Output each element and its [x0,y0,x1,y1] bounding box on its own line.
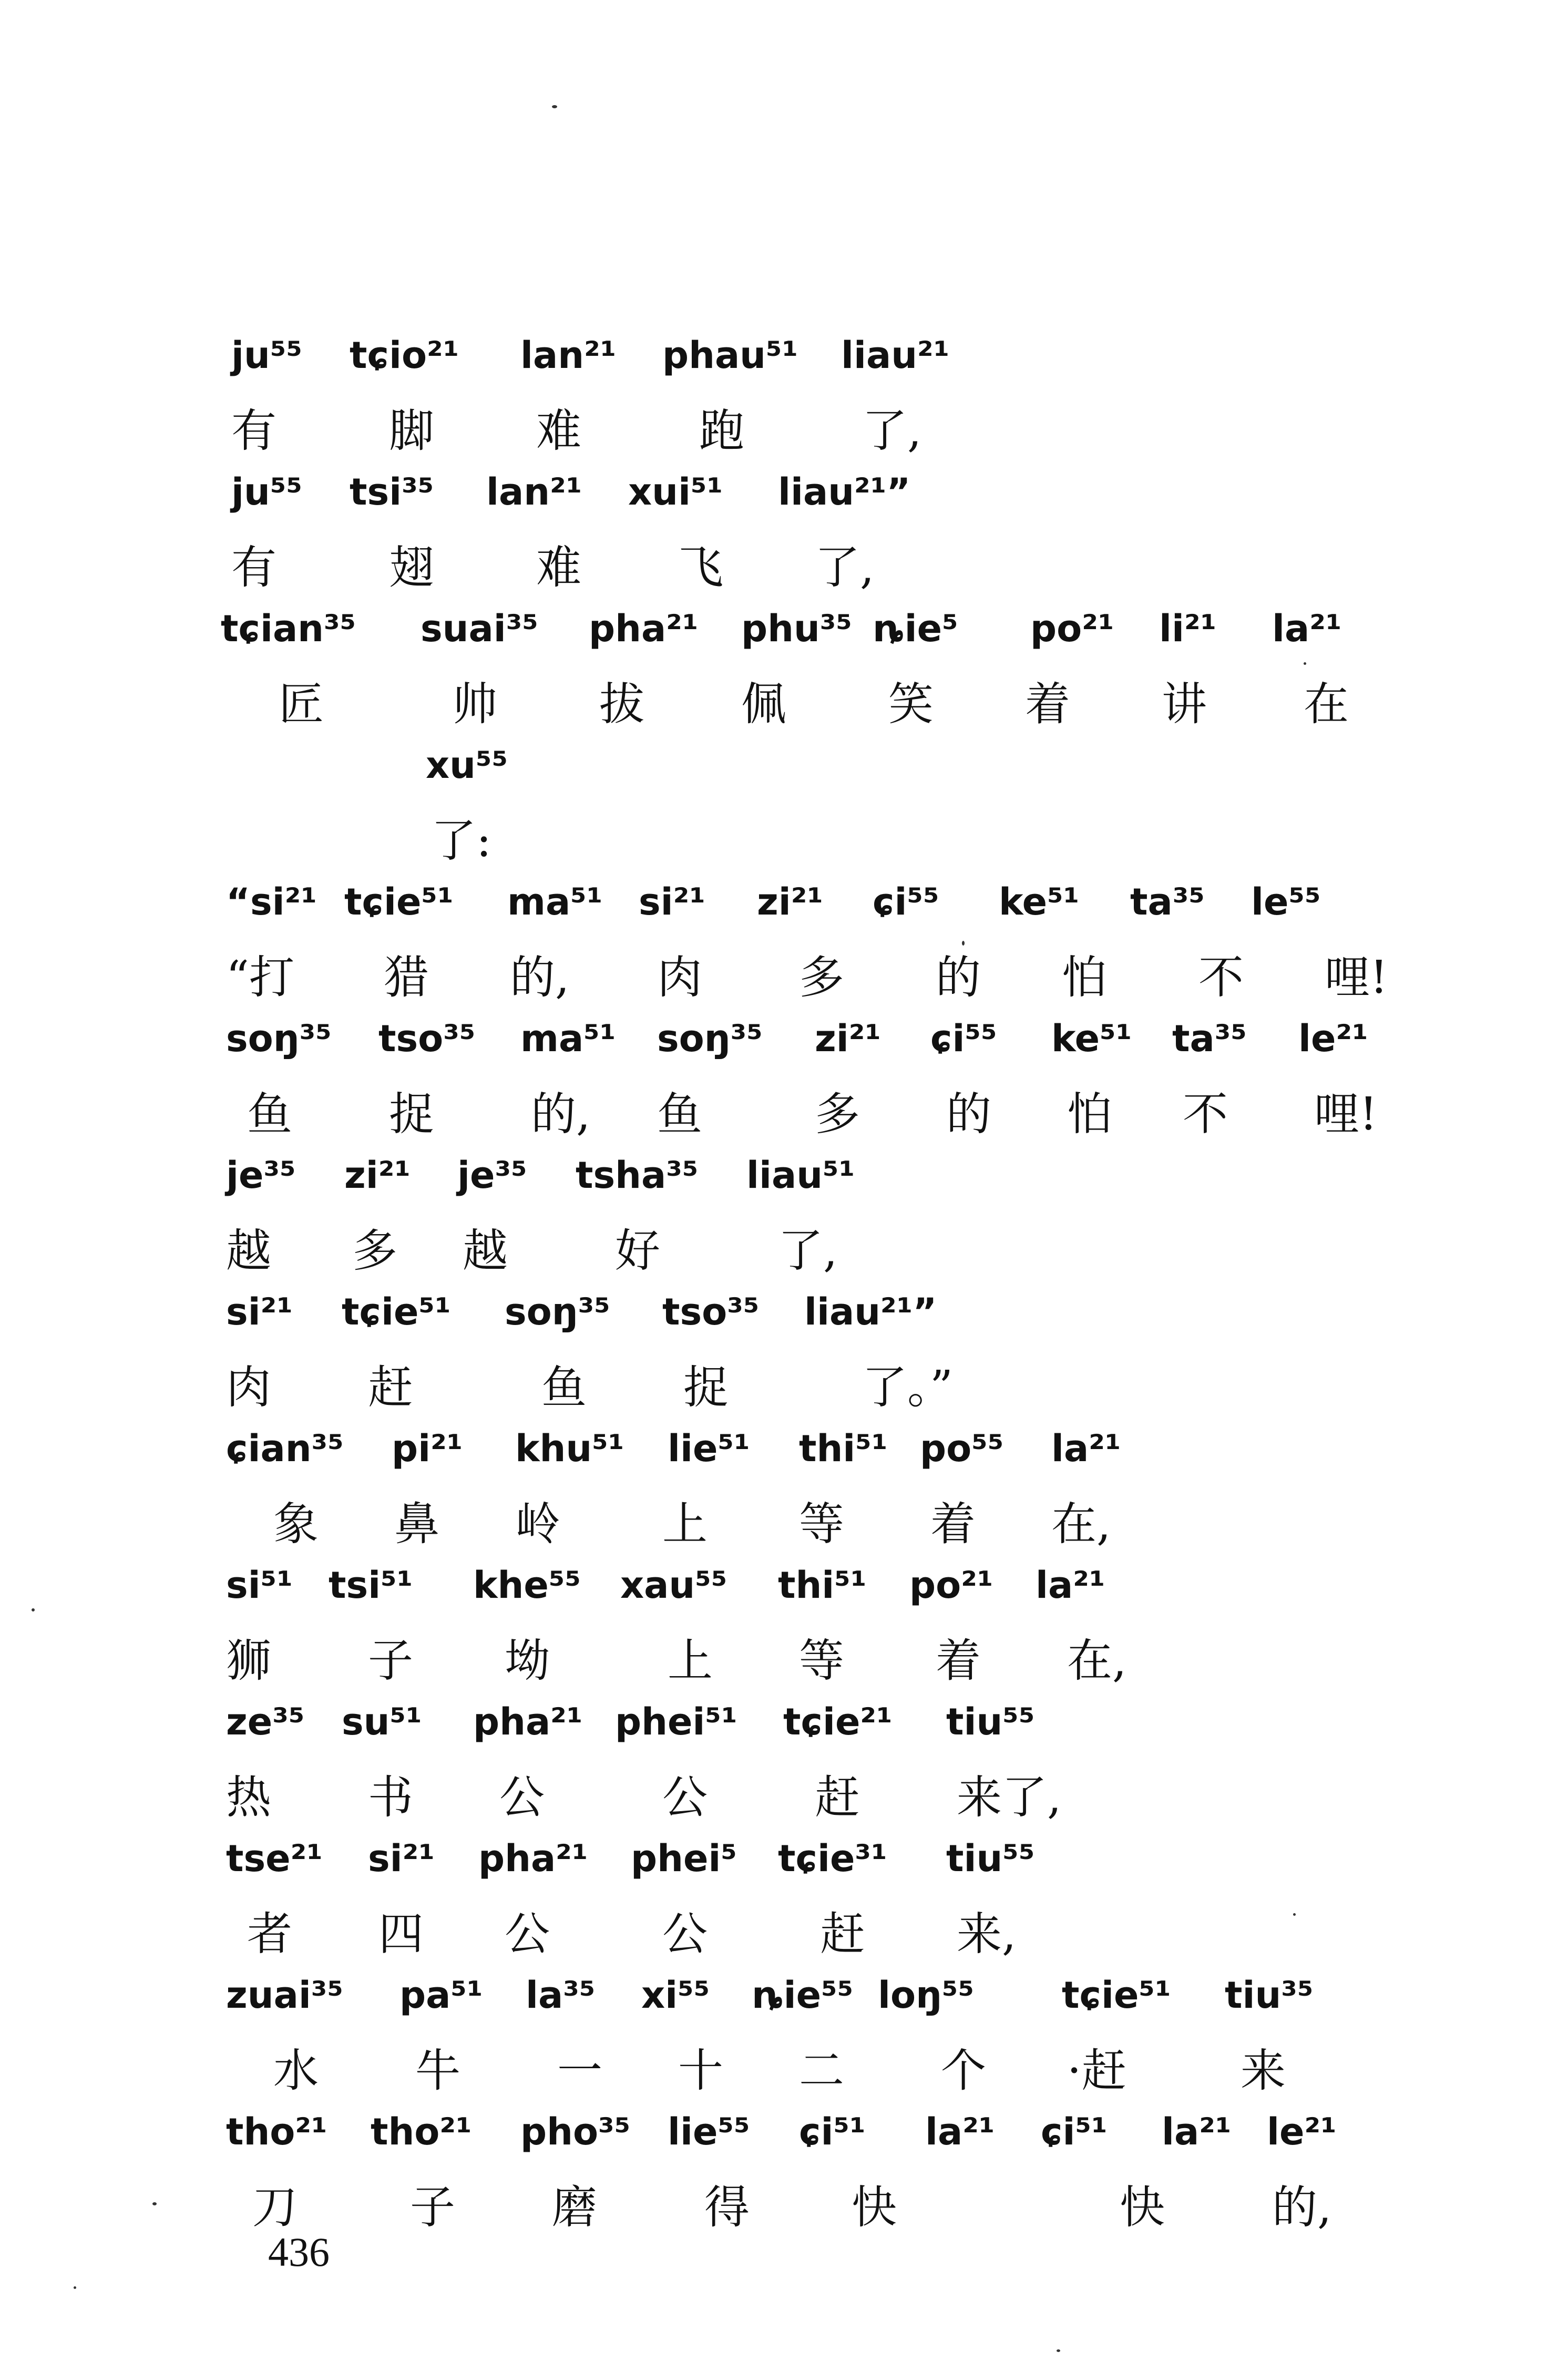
chinese-character: 跑 [699,405,744,457]
romanized-syllable: ke⁵¹ [999,880,1080,923]
romanized-syllable: si²¹ [639,880,705,923]
chinese-character: 公 [499,1771,545,1824]
chinese-character: 热 [226,1771,271,1824]
chinese-character: 四 [378,1908,424,1960]
romanized-syllable: zi²¹ [344,1154,411,1197]
romanized-syllable: la²¹ [1272,607,1342,650]
romanized-syllable: loŋ⁵⁵ [878,1974,975,2017]
romanized-syllable: soŋ³⁵ [226,1017,332,1060]
chinese-line [0,657,1568,736]
romanized-syllable: po²¹ [1030,607,1114,650]
romanized-syllable: pha²¹ [478,1837,588,1880]
chinese-character: 子 [368,1635,413,1687]
chinese-character: 得 [704,2181,750,2234]
romanized-syllable: tɕian³⁵ [221,607,356,650]
chinese-character: 肉 [657,951,702,1004]
chinese-character: 了。” [862,1361,953,1414]
romanized-syllable: lie⁵¹ [668,1427,750,1470]
romanized-syllable: zuai³⁵ [226,1974,344,2017]
chinese-character: 多 [815,1088,860,1141]
chinese-character: 上 [668,1635,713,1687]
chinese-character: 鱼 [657,1088,702,1141]
romanized-syllable: tso³⁵ [662,1290,760,1333]
chinese-character: 的, [531,1088,591,1141]
chinese-character: 佩 [741,678,786,731]
chinese-character: 者 [247,1908,292,1960]
chinese-character: 了, [862,405,922,457]
romanized-syllable: tho²¹ [226,2110,327,2153]
romanized-syllable: liau²¹ [841,334,950,377]
print-speck [552,105,557,108]
chinese-character: 越 [463,1225,508,1277]
romanized-syllable: phu³⁵ [741,607,853,650]
chinese-character: 难 [536,541,581,594]
chinese-line [0,1477,1568,1556]
chinese-character: 子 [410,2181,455,2234]
romanized-syllable: si²¹ [226,1290,293,1333]
romanized-syllable: liau²¹” [778,470,911,514]
print-speck [962,941,965,946]
romanization-line [0,1409,1568,1487]
romanized-syllable: khu⁵¹ [515,1427,624,1470]
chinese-character: 有 [231,405,276,457]
romanized-syllable: tiu⁵⁵ [946,1700,1035,1743]
chinese-character: 岭 [515,1498,560,1550]
romanized-syllable: tso³⁵ [378,1017,476,1060]
chinese-character: 的 [946,1088,991,1141]
romanized-syllable: je³⁵ [457,1154,527,1197]
romanized-syllable: soŋ³⁵ [505,1290,610,1333]
chinese-character: 多 [352,1225,397,1277]
romanized-syllable: liau⁵¹ [746,1154,855,1197]
romanized-syllable: xui⁵¹ [628,470,723,514]
chinese-character: 在 [1304,678,1349,731]
romanized-syllable: thi⁵¹ [799,1427,888,1470]
chinese-character: 着 [1025,678,1070,731]
romanized-syllable: ta³⁵ [1130,880,1205,923]
chinese-line [0,1340,1568,1419]
romanized-syllable: la²¹ [1051,1427,1121,1470]
chinese-line [0,1887,1568,1966]
romanized-syllable: ɕi⁵⁵ [873,880,939,923]
chinese-character: 快 [1120,2181,1165,2234]
romanized-syllable: tiu⁵⁵ [946,1837,1035,1880]
romanized-syllable: tɕie²¹ [783,1700,893,1743]
chinese-character: 快 [852,2181,897,2234]
romanized-syllable: phau⁵¹ [662,334,798,377]
chinese-character: 讲 [1162,678,1207,731]
romanized-syllable: le²¹ [1267,2110,1337,2153]
romanization-line [0,452,1568,531]
romanized-syllable: ke⁵¹ [1051,1017,1132,1060]
print-speck [1304,662,1306,665]
chinese-character: 着 [936,1635,981,1687]
chinese-character: 赶 [815,1771,860,1824]
romanized-syllable: xi⁵⁵ [641,1974,710,2017]
romanized-syllable: la²¹ [1162,2110,1232,2153]
print-speck [74,2286,76,2289]
chinese-character: 哩! [1325,951,1388,1004]
romanized-syllable: ȵie⁵⁵ [752,1974,854,2017]
chinese-character: 了, [778,1225,838,1277]
chinese-character: 多 [799,951,844,1004]
chinese-character: 牛 [415,2045,460,2097]
chinese-character: 脚 [389,405,434,457]
romanized-syllable: tɕio²¹ [350,334,459,377]
romanized-syllable: ta³⁵ [1172,1017,1247,1060]
chinese-character: 来 [1241,2045,1286,2097]
romanized-syllable: le⁵⁵ [1251,880,1321,923]
romanized-syllable: xau⁵⁵ [620,1564,727,1607]
romanization-line [0,1682,1568,1761]
chinese-character: 帅 [452,678,497,731]
chinese-line [0,1614,1568,1692]
romanized-syllable: xu⁵⁵ [426,744,508,787]
chinese-character: 匠 [279,678,324,731]
chinese-character: 磨 [552,2181,597,2234]
chinese-character: 二 [799,2045,844,2097]
romanized-syllable: lan²¹ [520,334,617,377]
romanized-syllable: phei⁵¹ [615,1700,737,1743]
chinese-character: 在, [1067,1635,1127,1687]
romanization-line [0,315,1568,394]
chinese-character: 在, [1051,1498,1111,1550]
romanized-syllable: pho³⁵ [520,2110,631,2153]
romanized-syllable: la³⁵ [526,1974,596,2017]
romanized-syllable: la²¹ [925,2110,995,2153]
chinese-character: 公 [662,1771,708,1824]
romanized-syllable: si⁵¹ [226,1564,293,1607]
romanized-syllable: ju⁵⁵ [231,470,303,514]
romanized-syllable: pha²¹ [473,1700,583,1743]
chinese-character: 难 [536,405,581,457]
romanized-syllable: ɕi⁵¹ [1041,2110,1108,2153]
romanized-syllable: li²¹ [1159,607,1217,650]
chinese-character: 越 [226,1225,271,1277]
chinese-character: 水 [273,2045,319,2097]
chinese-character: 不 [1183,1088,1228,1141]
romanized-syllable: ɕi⁵⁵ [930,1017,997,1060]
romanized-syllable: “si²¹ [226,880,317,923]
chinese-character: 的, [510,951,570,1004]
chinese-character: 怕 [1067,1088,1112,1141]
romanized-syllable: le²¹ [1298,1017,1368,1060]
chinese-character: 来, [957,1908,1017,1960]
chinese-character: 刀 [252,2181,298,2234]
chinese-line [0,2024,1568,2102]
romanized-syllable: tsha³⁵ [576,1154,699,1197]
romanized-syllable: ma⁵¹ [520,1017,616,1060]
romanized-syllable: pi²¹ [392,1427,463,1470]
chinese-character: 鱼 [541,1361,587,1414]
chinese-character: 着 [930,1498,976,1550]
chinese-character: 捉 [683,1361,729,1414]
romanization-line [0,862,1568,941]
romanized-syllable: liau²¹” [804,1290,937,1333]
print-speck [152,2202,157,2205]
chinese-character: 来了, [957,1771,1062,1824]
chinese-character: 的, [1272,2181,1332,2234]
romanization-line [0,589,1568,668]
chinese-character: 了, [815,541,875,594]
romanized-syllable: zi²¹ [757,880,824,923]
chinese-character: 个 [941,2045,986,2097]
romanization-line [0,999,1568,1077]
romanized-syllable: pa⁵¹ [399,1974,483,2017]
chinese-character: 十 [678,2045,723,2097]
romanized-syllable: po²¹ [909,1564,993,1607]
romanized-syllable: tɕie⁵¹ [344,880,454,923]
romanized-syllable: ze³⁵ [226,1700,305,1743]
chinese-character: 捉 [389,1088,434,1141]
romanized-syllable: tse²¹ [226,1837,323,1880]
chinese-character: 赶 [820,1908,865,1960]
romanized-syllable: ȵie⁵ [873,607,958,650]
chinese-character: 坳 [505,1635,550,1687]
chinese-character: 书 [368,1771,413,1824]
romanized-syllable: tiu³⁵ [1225,1974,1314,2017]
romanized-syllable: lan²¹ [486,470,582,514]
romanized-syllable: tɕie⁵¹ [342,1290,451,1333]
romanized-syllable: ma⁵¹ [507,880,603,923]
chinese-line [0,930,1568,1009]
romanized-syllable: po⁵⁵ [920,1427,1004,1470]
romanized-syllable: tho²¹ [371,2110,472,2153]
chinese-line [0,1067,1568,1146]
romanized-syllable: su⁵¹ [342,1700,422,1743]
romanized-syllable: ju⁵⁵ [231,334,303,377]
romanized-syllable: lie⁵⁵ [668,2110,750,2153]
chinese-line [0,384,1568,463]
chinese-character: 哩! [1314,1088,1378,1141]
romanization-line [0,2092,1568,2171]
romanized-syllable: je³⁵ [226,1154,296,1197]
chinese-character: 笑 [888,678,934,731]
print-speck [1057,2349,1060,2352]
romanized-syllable: la²¹ [1036,1564,1105,1607]
romanized-syllable: soŋ³⁵ [657,1017,763,1060]
romanized-syllable: zi²¹ [815,1017,882,1060]
chinese-character: 等 [799,1498,844,1550]
chinese-line [0,520,1568,599]
chinese-character: 鱼 [247,1088,292,1141]
chinese-character: 有 [231,541,276,594]
romanization-line [0,1819,1568,1897]
romanization-line [0,1135,1568,1214]
chinese-character: 好 [615,1225,660,1277]
chinese-character: 狮 [226,1635,271,1687]
chinese-character: “打 [226,951,294,1004]
romanized-syllable: si²¹ [368,1837,435,1880]
chinese-character: 了: [431,815,491,867]
romanized-syllable: khe⁵⁵ [473,1564,581,1607]
chinese-character: 公 [505,1908,550,1960]
print-speck [32,1608,35,1611]
chinese-character: 怕 [1062,951,1107,1004]
chinese-line [0,1750,1568,1829]
chinese-character: 的 [936,951,981,1004]
chinese-line [0,794,1568,872]
chinese-character: 翅 [389,541,434,594]
chinese-character: 等 [799,1635,844,1687]
chinese-character: 鼻 [394,1498,439,1550]
chinese-character: 不 [1198,951,1244,1004]
page-number: 436 [268,2229,330,2275]
chinese-character: ·赶 [1067,2045,1127,2097]
chinese-character: 公 [662,1908,708,1960]
romanized-syllable: tɕie⁵¹ [1062,1974,1171,2017]
romanized-syllable: ɕi⁵¹ [799,2110,866,2153]
romanized-syllable: tɕie³¹ [778,1837,887,1880]
chinese-character: 一 [557,2045,602,2097]
chinese-line [0,1204,1568,1282]
romanized-syllable: pha²¹ [589,607,699,650]
chinese-character: 赶 [368,1361,413,1414]
romanized-syllable: tsi⁵¹ [329,1564,413,1607]
romanization-line [0,1545,1568,1624]
chinese-character: 肉 [226,1361,271,1414]
print-speck [1293,1913,1296,1916]
chinese-character: 猎 [384,951,429,1004]
chinese-character: 拔 [599,678,644,731]
romanized-syllable: ɕian³⁵ [226,1427,344,1470]
chinese-character: 上 [662,1498,708,1550]
chinese-character: 飞 [678,541,723,594]
romanized-syllable: phei⁵ [631,1837,737,1880]
romanization-line [0,725,1568,804]
romanization-line [0,1272,1568,1351]
romanized-syllable: tsi³⁵ [350,470,434,514]
romanized-syllable: suai³⁵ [421,607,539,650]
romanization-line [0,1955,1568,2034]
romanized-syllable: thi⁵¹ [778,1564,867,1607]
chinese-character: 象 [273,1498,319,1550]
chinese-line [0,2160,1568,2239]
